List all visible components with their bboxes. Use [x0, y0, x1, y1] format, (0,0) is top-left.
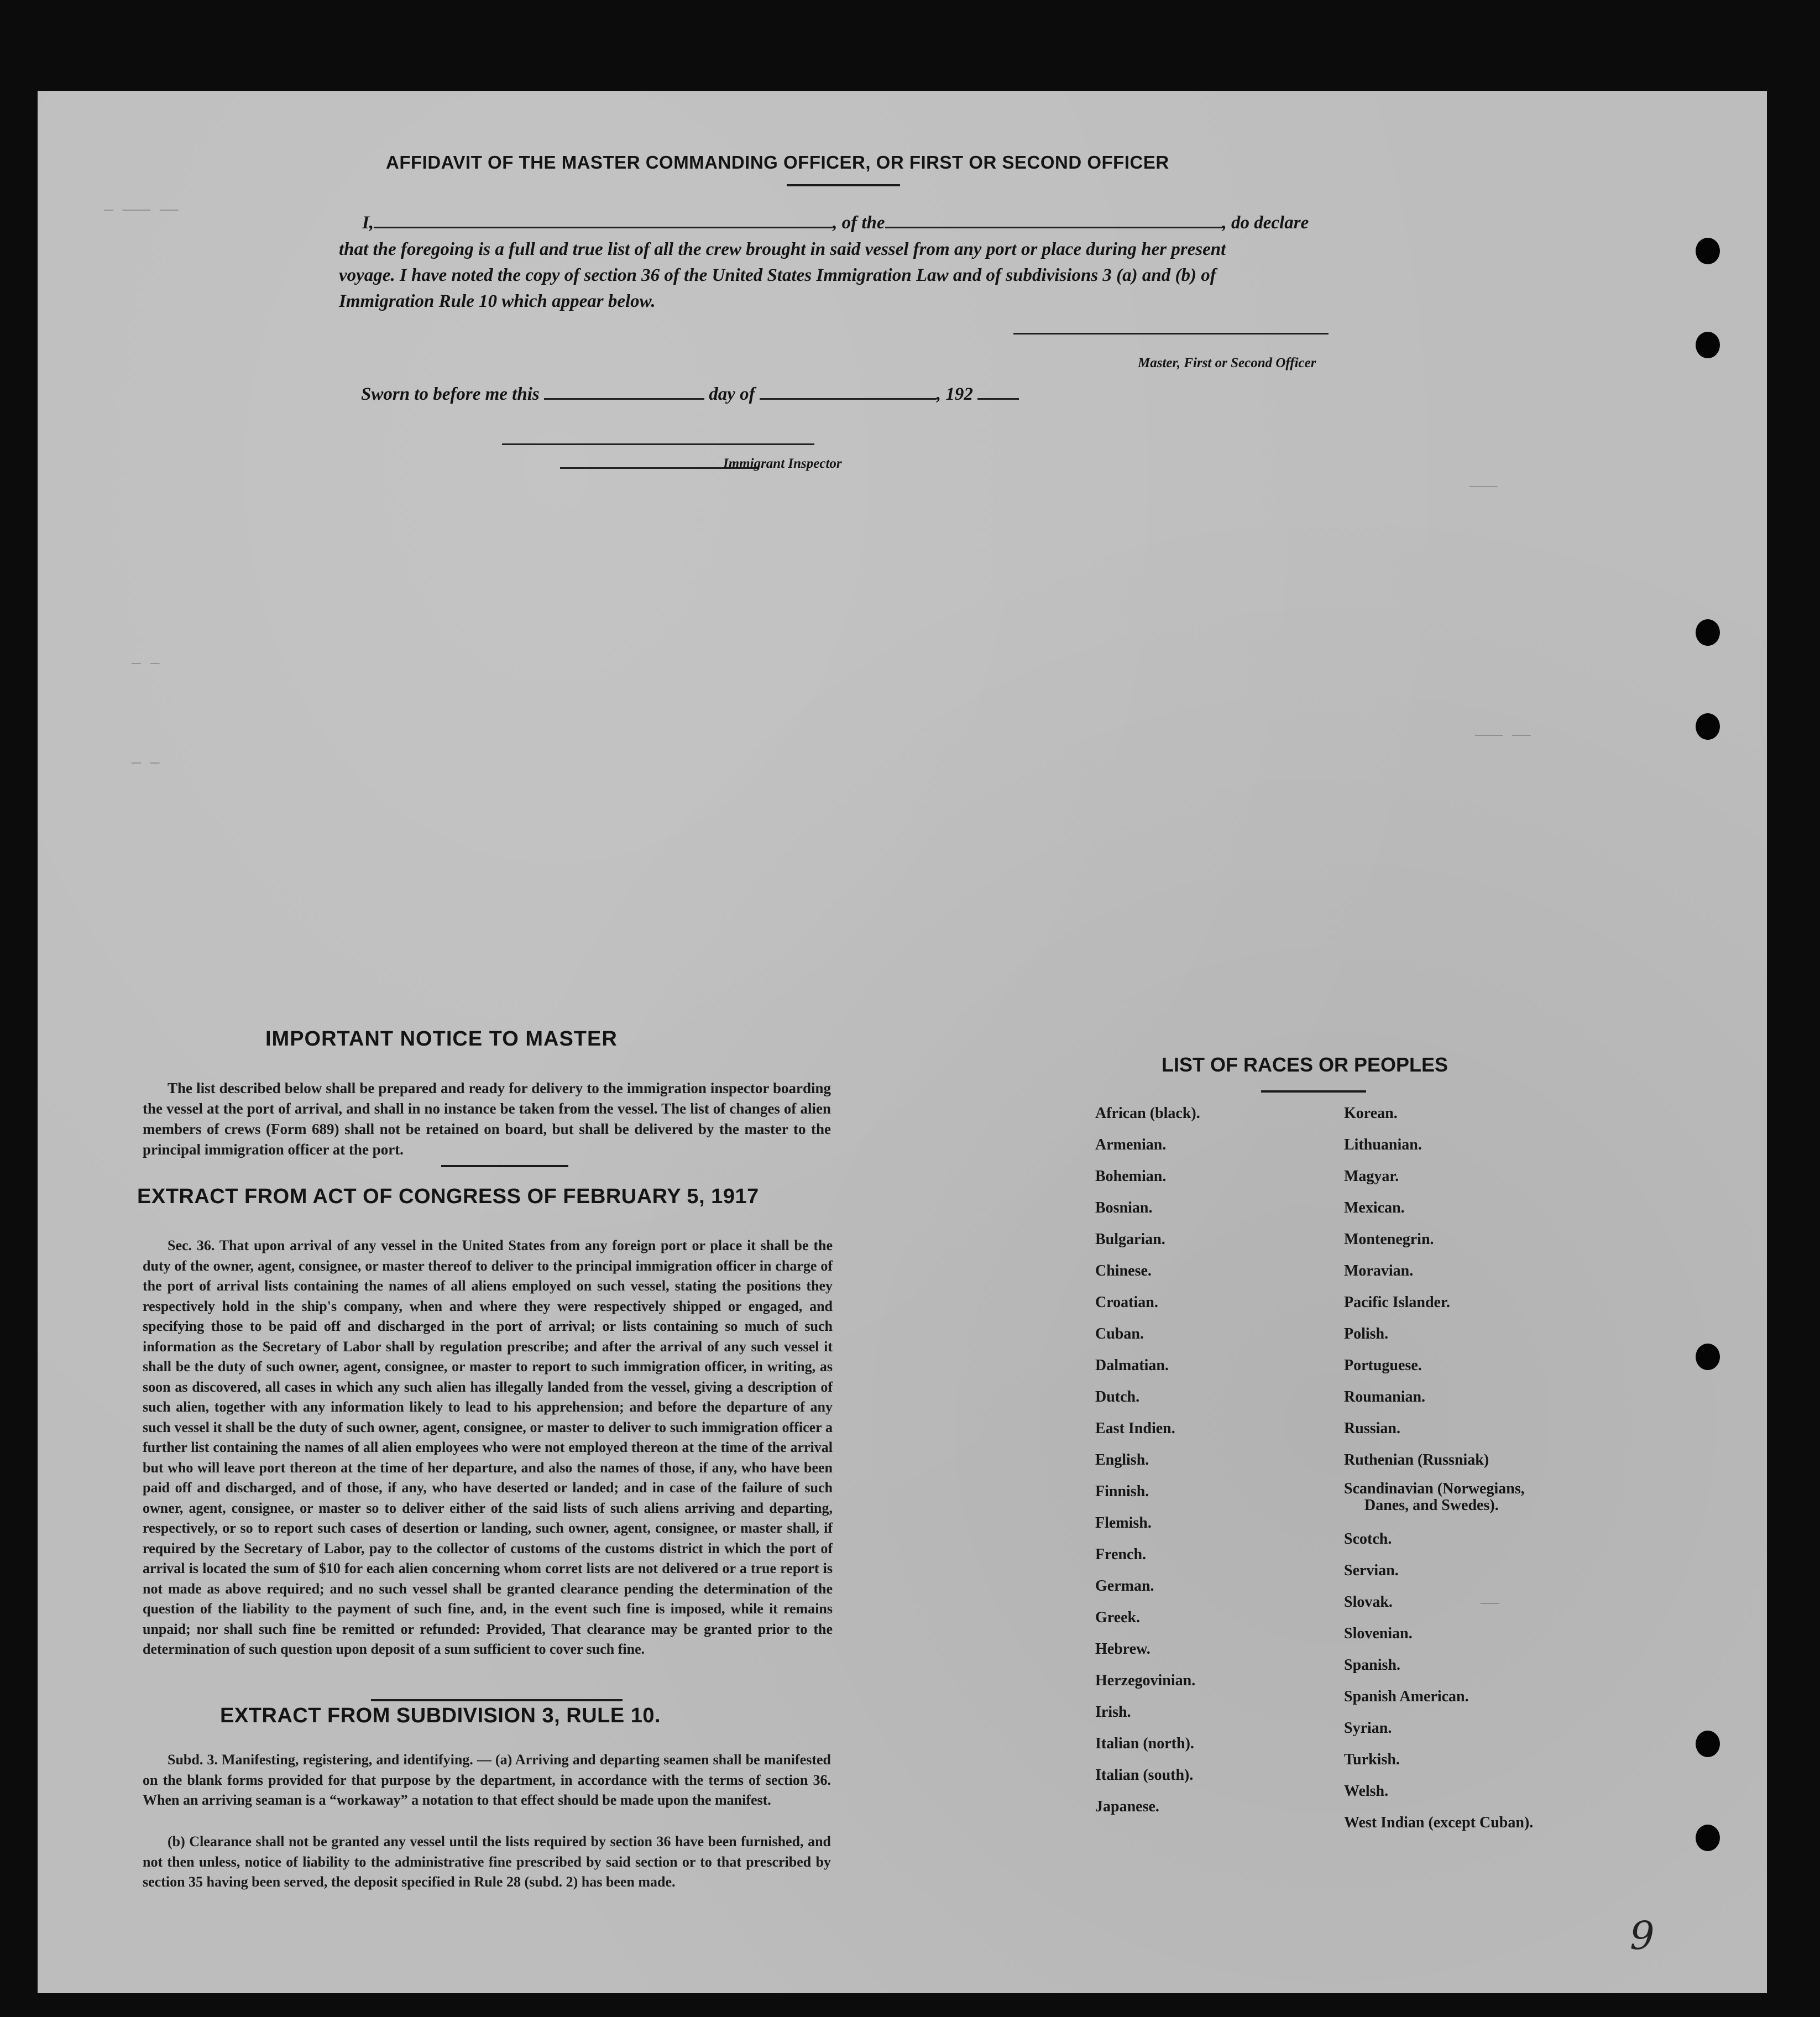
race-item: Bulgarian. — [1095, 1231, 1165, 1248]
punch-hole — [1696, 619, 1720, 646]
race-item: Turkish. — [1344, 1751, 1400, 1768]
race-item: Montenegrin. — [1344, 1231, 1434, 1248]
punch-hole — [1696, 1344, 1720, 1370]
rule-para-b: (b) Clearance shall not be granted any vessel until the lists required by section 36 have been furnished, and not then unless, notice of liability to the administrative fine prescribed by said section or to that prescribed by section 35 having been served, the deposit specified in Rule 28 (subd. 2) has been made. — [143, 1833, 831, 1890]
race-item: Mexican. — [1344, 1199, 1405, 1216]
officer-signature-field[interactable] — [1013, 332, 1329, 335]
affidavit-title-rule — [787, 184, 900, 186]
race-item: West Indian (except Cuban). — [1344, 1814, 1534, 1831]
vessel-name-field[interactable] — [885, 227, 1222, 228]
race-item: Dutch. — [1095, 1388, 1140, 1405]
race-item: Spanish American. — [1344, 1688, 1469, 1705]
act-title: EXTRACT FROM ACT OF CONGRESS OF FEBRUARY 5, 1917 — [137, 1185, 759, 1208]
race-item: Polish. — [1344, 1325, 1389, 1342]
punch-hole — [1696, 238, 1720, 264]
officer-signature-label: Master, First or Second Officer — [1138, 356, 1316, 370]
race-item: Bohemian. — [1095, 1168, 1167, 1185]
race-item: Danes, and Swedes). — [1364, 1497, 1499, 1514]
race-item: Croatian. — [1095, 1294, 1158, 1311]
race-item: Ruthenian (Russniak) — [1344, 1451, 1489, 1469]
race-item: Finnish. — [1095, 1483, 1149, 1500]
sworn-line: Sworn to before me this day of , 192 — [361, 384, 1019, 405]
rule-para-a: Subd. 3. Manifesting, registering, and identifying. — (a) Arriving and departing seamen shall be manifested on the blank forms provided for that purpose by the department, in accordance with the terms of section 36. When an arriving seaman is a “workaway” a notation to that effect should be made upon the manifest. — [143, 1752, 831, 1808]
sworn-day-field[interactable] — [544, 398, 704, 400]
bleed-through: ——— —— — [1475, 727, 1531, 744]
handwritten-page-mark: 9 — [1630, 1913, 1655, 1958]
race-item: German. — [1095, 1577, 1154, 1595]
race-item: Flemish. — [1095, 1514, 1152, 1532]
race-item: Scotch. — [1344, 1530, 1392, 1548]
race-item: Hebrew. — [1095, 1640, 1150, 1658]
race-item: Cuban. — [1095, 1325, 1144, 1342]
race-item: Armenian. — [1095, 1136, 1167, 1153]
race-item: Roumanian. — [1344, 1388, 1426, 1405]
race-item: Servian. — [1344, 1562, 1399, 1579]
affidavit-line-2: that the foregoing is a full and true list of all the crew brought in said vessel from any port or place during her present — [339, 239, 1226, 259]
sworn-month-field[interactable] — [760, 398, 937, 400]
bleed-through: ——— — [1469, 478, 1498, 495]
act-text: Sec. 36. That upon arrival of any vessel in the United States from any foreign port or place it shall be the duty of the owner, agent, consignee, or master thereof to deliver to the principal immigration officer in charge of the port of arrival lists containing the names of all aliens employed on such vessel, stating the positions they respectively hold in the ship's company, when and where they were respectively shipped or engaged, and specifying those to be paid off and discharged in the port of arrival; or lists containing so much of such information as the Secretary of Labor shall by regulation prescribe; and after the arrival of any such vessel it shall be the duty of such owner, agent, consignee, or master to report to such immigration officer, in writing, as soon as discovered, all cases in which any such alien has illegally landed from the vessel, giving a description of such alien, together with any information likely to lead to his apprehension; and before the departure of any such vessel it shall be the duty of such owner, agent, consignee, or master to deliver to such immigration officer a further list containing the names of all alien employees who were not employed thereon at the time of the arrival but who will leave port thereon at the time of her departure, and also the names of those, if any, who have been paid off and discharged, and of those, if any, who have deserted or landed; and in case of the failure of such owner, agent, consignee, or master so to deliver either of the said lists of such aliens arriving and departing, respectively, or so to report such cases of desertion or landing, such owner, agent, consignee, or master shall, if required by the Secretary of Labor, pay to the collector of customs of the customs district in which the port of arrival is located the sum of $10 for each alien concerning whom corret lists are not delivered or a true report is not made as above required; and no such vessel shall be granted clearance pending the determination of the question of the liability to the payment of such fine, and, in the event such fine is imposed, while it remains unpaid; nor shall such fine be remitted or refunded: Provided, That clearance may be granted prior to the determination of such question upon deposit of a sum sufficient to cover such fine. — [143, 1237, 833, 1657]
race-item: Irish. — [1095, 1704, 1131, 1721]
race-item: French. — [1095, 1546, 1147, 1563]
race-item: Pacific Islander. — [1344, 1294, 1450, 1311]
affidavit-line-1: I, , of the , do declare — [362, 213, 1309, 233]
race-item: Korean. — [1344, 1105, 1398, 1122]
race-item: Syrian. — [1344, 1720, 1392, 1737]
bleed-through: —— — [1481, 1595, 1499, 1612]
race-item: East Indien. — [1095, 1420, 1175, 1437]
race-item: Magyar. — [1344, 1168, 1399, 1185]
race-item: Scandinavian (Norwegians, — [1344, 1480, 1525, 1497]
affidavit-line-3: voyage. I have noted the copy of section 36 of the United States Immigration Law and of subdivisions 3 (a) and (b) of — [339, 265, 1216, 285]
race-item: Russian. — [1344, 1420, 1400, 1437]
sworn-year-field[interactable] — [977, 398, 1019, 400]
race-item: Spanish. — [1344, 1657, 1400, 1674]
bleed-through: — — — [132, 755, 160, 772]
affidavit-line-4: Immigration Rule 10 which appear below. — [339, 291, 656, 311]
inspector-label: Immigrant Inspector — [723, 456, 842, 471]
race-item: Chinese. — [1095, 1262, 1152, 1279]
punch-hole — [1696, 1825, 1720, 1851]
race-item: Italian (south). — [1095, 1767, 1194, 1784]
race-item: African (black). — [1095, 1105, 1200, 1122]
race-item: Dalmatian. — [1095, 1357, 1169, 1374]
notice-title: IMPORTANT NOTICE TO MASTER — [265, 1027, 618, 1051]
punch-hole — [1696, 332, 1720, 358]
race-item: Bosnian. — [1095, 1199, 1153, 1216]
race-item: Italian (north). — [1095, 1735, 1194, 1752]
notice-rule — [441, 1165, 568, 1167]
declarant-name-field[interactable] — [374, 227, 833, 228]
race-item: Moravian. — [1344, 1262, 1414, 1279]
race-item: Greek. — [1095, 1609, 1141, 1626]
races-rule — [1261, 1090, 1366, 1093]
bleed-through: — — — [132, 655, 160, 672]
notice-text: The list described below shall be prepared and ready for delivery to the immigration inspector boarding the vessel at the port of arrival, and shall in no instance be taken from the vessel. The list of changes of alien members of crews (Form 689) shall not be retained on board, but shall be delivered by the master to the principal immigration officer at the port. — [143, 1080, 831, 1158]
punch-hole — [1696, 1731, 1720, 1757]
bleed-through: — ——— —— — [104, 202, 179, 219]
race-item: Japanese. — [1095, 1798, 1159, 1815]
inspector-signature-field[interactable] — [502, 442, 814, 445]
affidavit-title: AFFIDAVIT OF THE MASTER COMMANDING OFFICER, OR FIRST OR SECOND OFFICER — [386, 152, 1169, 173]
race-item: Slovenian. — [1344, 1625, 1413, 1642]
race-item: English. — [1095, 1451, 1149, 1469]
manifest-page — [38, 91, 1767, 1993]
punch-hole — [1696, 713, 1720, 740]
races-title: LIST OF RACES OR PEOPLES — [1162, 1053, 1448, 1076]
race-item: Welsh. — [1344, 1783, 1389, 1800]
race-item: Herzegovinian. — [1095, 1672, 1196, 1689]
race-item: Portuguese. — [1344, 1357, 1422, 1374]
race-item: Lithuanian. — [1344, 1136, 1422, 1153]
rule-title: EXTRACT FROM SUBDIVISION 3, RULE 10. — [220, 1704, 661, 1727]
act-rule — [371, 1699, 623, 1701]
race-item: Slovak. — [1344, 1593, 1393, 1611]
